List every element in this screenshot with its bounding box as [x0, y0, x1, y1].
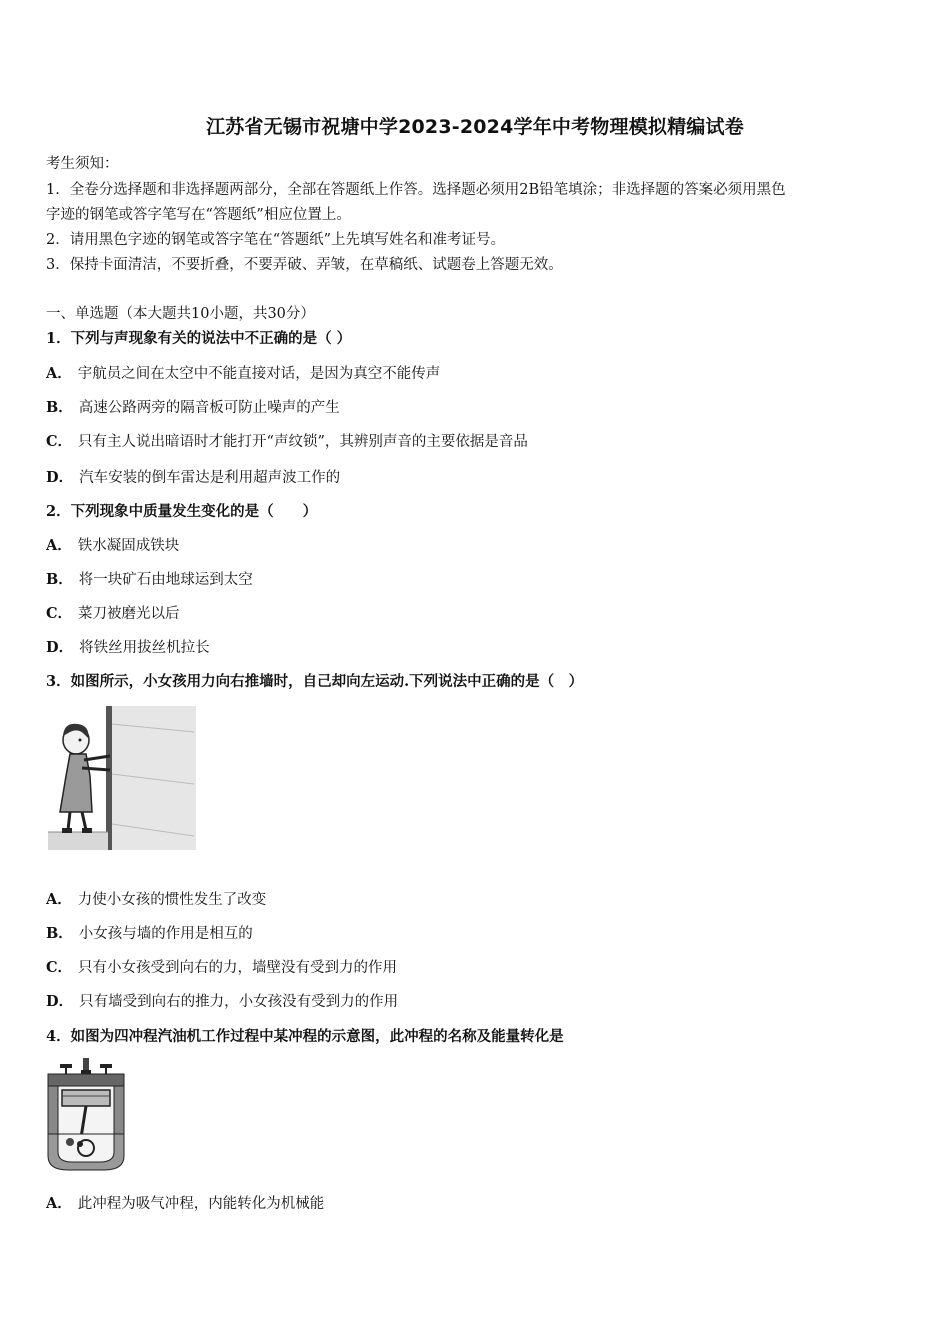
option	[46, 568, 253, 589]
notice-item: 1．全卷分选择题和非选择题两部分，全部在答题纸上作答。选择题必须用2B铅笔填涂；非选择题的答案必须用黑色	[46, 182, 786, 198]
option-text: 力使小女孩的惯性发生了改变	[77, 892, 267, 908]
section-heading: 一、单选题（本大题共10小题，共30分）	[46, 306, 315, 322]
option-text: 小女孩与墙的作用是相互的	[78, 926, 253, 942]
option-letter: D．	[46, 993, 74, 1010]
option-letter: D．	[46, 639, 74, 656]
option	[46, 1192, 324, 1213]
option	[46, 430, 528, 451]
option-letter: B．	[46, 399, 73, 416]
notice-item: 字迹的钢笔或答字笔写在“答题纸”相应位置上。	[46, 207, 351, 223]
option-letter: C．	[46, 959, 73, 976]
option-text: 只有小女孩受到向右的力，墙壁没有受到力的作用	[78, 960, 398, 976]
option-letter: A．	[46, 1195, 72, 1212]
option	[46, 396, 340, 417]
option-text: 铁水凝固成铁块	[77, 538, 180, 554]
option-text: 此冲程为吸气冲程，内能转化为机械能	[77, 1196, 325, 1212]
option-text: 将铁丝用拔丝机拉长	[79, 640, 210, 656]
notice-heading: 考生须知：	[46, 156, 119, 172]
question-stem: 3．如图所示，小女孩用力向右推墙时，自己却向左运动.下列说法中正确的是（ ）	[46, 673, 584, 690]
option	[46, 888, 266, 909]
page-title: 江苏省无锡市祝塘中学2023-2024学年中考物理模拟精编试卷	[206, 116, 744, 138]
notice-item: 3．保持卡面清洁，不要折叠，不要弄破、弄皱，在草稿纸、试题卷上答题无效。	[46, 257, 563, 273]
option-letter: A．	[46, 365, 72, 382]
option-letter: A．	[46, 537, 72, 554]
option-text: 宇航员之间在太空中不能直接对话，是因为真空不能传声	[77, 366, 441, 382]
option	[46, 956, 397, 977]
option-text: 将一块矿石由地球运到太空	[78, 572, 253, 588]
option-text: 菜刀被磨光以后	[78, 606, 180, 622]
option-text: 只有墙受到向右的推力，小女孩没有受到力的作用	[79, 994, 399, 1010]
option-text: 高速公路两旁的隔音板可防止噪声的产生	[78, 400, 340, 416]
option	[46, 990, 398, 1011]
notice-item: 2．请用黑色字迹的钢笔或答字笔在“答题纸”上先填写姓名和准考证号。	[46, 232, 506, 248]
option-letter: D．	[46, 469, 74, 486]
engine-cylinder-figure	[44, 1056, 128, 1172]
option-letter: B．	[46, 571, 73, 588]
option-letter: B．	[46, 925, 73, 942]
question-stem: 1．下列与声现象有关的说法中不正确的是（ ）	[46, 330, 352, 347]
question-stem: 4．如图为四冲程汽油机工作过程中某冲程的示意图，此冲程的名称及能量转化是	[46, 1028, 564, 1045]
option	[46, 362, 440, 383]
option-text: 只有主人说出暗语时才能打开“声纹锁”，其辨别声音的主要依据是音品	[78, 434, 528, 450]
option	[46, 534, 179, 555]
option-letter: A．	[46, 891, 72, 908]
option	[46, 466, 340, 487]
girl-pushing-wall-figure	[48, 704, 198, 852]
question-stem: 2．下列现象中质量发生变化的是（ ）	[46, 503, 318, 520]
option	[46, 636, 210, 657]
option-letter: C．	[46, 605, 73, 622]
option	[46, 922, 253, 943]
option	[46, 602, 180, 623]
option-text: 汽车安装的倒车雷达是利用超声波工作的	[79, 470, 341, 486]
option-letter: C．	[46, 433, 73, 450]
